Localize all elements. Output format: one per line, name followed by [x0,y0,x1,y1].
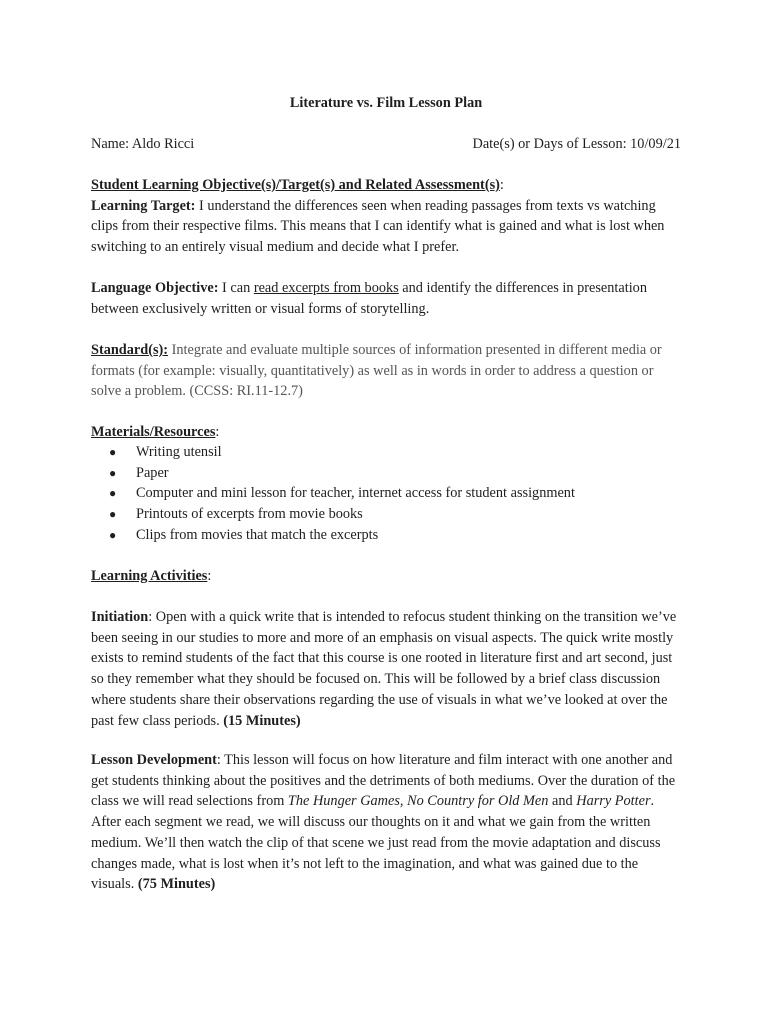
initiation-text: : Open with a quick write that is intended to refocus student thinking on the transition we’ve been seeing in our studies to more and more of an emphasis on visual aspects. The quick write mostly exists to remind students of the fact that this course is one rooted in literature first and art second, just so they remember what they should be focused on. This will be followed by a brief class discussion where students share their observations regarding the use of visuals in what we’ve looked at over the past few class periods. [91,609,677,729]
name-label: Name: [91,136,130,152]
document-title: Literature vs. Film Lesson Plan [289,95,483,111]
development-titles: The Hunger Games, No Country for Old Men [287,793,549,810]
name-value: Aldo Ricci [131,136,195,152]
learning-target-label: Learning Target: [91,197,196,214]
objectives-heading: Student Learning Objective(s)/Target(s) and Related Assessment(s) [91,177,500,193]
development-time: (75 Minutes) [137,876,216,893]
language-objective-post: and identify the differences in presentation between exclusively written or visual forms of storytelling. [91,280,647,317]
initiation-label: Initiation [91,609,149,625]
list-item: ● Computer and mini lesson for teacher, internet access for student assignment [109,485,575,502]
activities-heading: Learning Activities [91,568,208,584]
language-objective-section [91,278,681,319]
activities-heading-row: Learning Activities: [91,568,212,584]
language-objective-label: Language Objective: [91,280,219,296]
list-item: ● Printouts of excerpts from movie books [109,506,363,523]
standards-label: Standard(s): [91,342,169,358]
objectives-section: Student Learning Objective(s)/Target(s) and Related Assessment(s): Learning Target: I understand the differences seen when reading passages from texts vs watching clips from their respective films. This means that I can identify what is gained and what is lost when switching to an entirely visual medium and decide what I prefer. [91,177,665,256]
materials-heading-row: Materials/Resources: [91,424,220,440]
materials-list [91,442,681,545]
standards-section [91,340,681,402]
list-item: ● Writing utensil [109,444,222,460]
initiation-time: (15 Minutes) [223,712,301,729]
development-section [91,750,681,895]
initiation-section [91,607,681,731]
development-and: and [552,793,573,810]
list-item: ● Paper [109,464,169,481]
development-label: Lesson Development [91,752,217,768]
development-text-2: . After each segment we read, we will discuss our thoughts on it and what we gain from the written medium. We’ll then watch the clip of that scene we just read from the movie adaptation and discuss changes made, what is lost when it’s not left to the imagination, and what was gained due to the visuals. [91,793,661,893]
standards-text: Integrate and evaluate multiple sources of information presented in different media or formats (for example: visually, quantitatively) as well as in words in order to address a question or solve a problem. (CCSS: RI.11-12.7) [91,342,662,400]
development-title-3: Harry Potter [576,793,651,810]
materials-heading: Materials/Resources [91,424,216,440]
date-label: Date(s) or Days of Lesson: [472,136,627,152]
name-date-row [91,134,681,155]
development-text-1: : This lesson will focus on how literature and film interact with one another and get students thinking about the positives and the detriments of both mediums. Over the duration of the class we will read selections from [91,752,676,810]
learning-target-text: I understand the differences seen when reading passages from texts vs watching clips from their respective films. This means that I can identify what is gained and what is lost when switching to an entirely visual medium and decide what I prefer. [91,197,665,256]
date-field [473,134,681,155]
language-objective-link: read excerpts from books [253,280,399,296]
language-objective-pre: I can [222,280,251,296]
date-value: 10/09/21 [630,136,681,152]
list-item: ● Clips from movies that match the excerpts [109,526,379,543]
